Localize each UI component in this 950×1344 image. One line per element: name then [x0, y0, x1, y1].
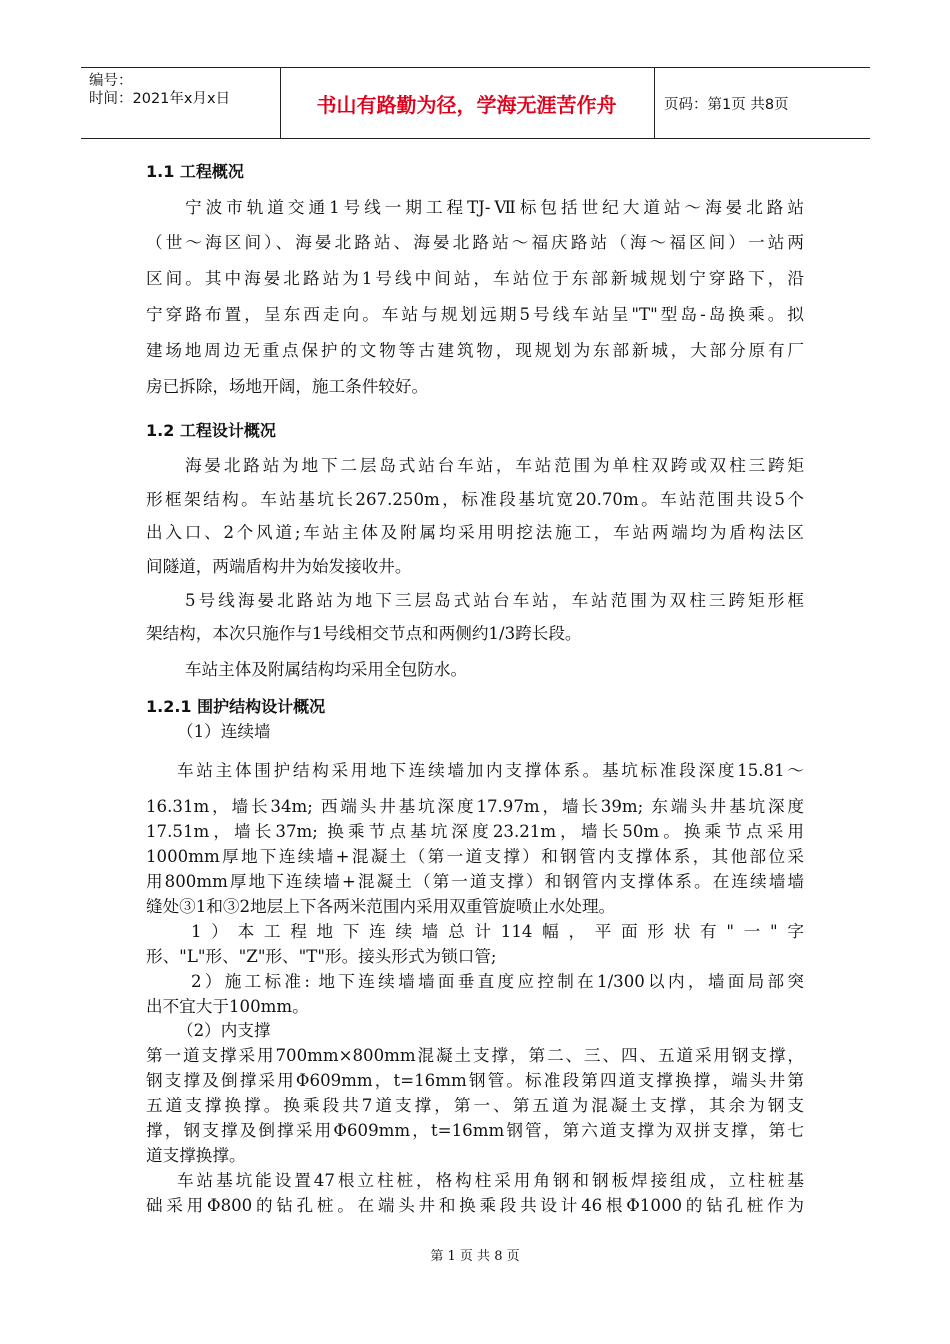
paragraph-line: 海晏北路站为地下二层岛式站台车站，车站范围为单柱双跨或双柱三跨矩: [185, 456, 804, 475]
paragraph-line: 5号线海晏北路站为地下三层岛式站台车站，车站范围为双柱三跨矩形框: [185, 591, 804, 610]
paragraph-line: 道支撑换撑。: [146, 1146, 246, 1165]
section-title-1-2: 1.2 工程设计概况: [146, 421, 276, 440]
paragraph-line: 1）本工程地下连续墙总计114幅，平面形状有"一"字: [191, 922, 804, 941]
header-motto: 书山有路勤为径，学海无涯苦作舟: [316, 92, 617, 117]
header-divider: [654, 68, 655, 138]
header-meta: [89, 72, 230, 108]
paragraph-line: 出不宜大于100mm。: [146, 997, 309, 1016]
paragraph-line: 区间。其中海晏北路站为1号线中间站，车站位于东部新城规划宁穿路下，沿: [146, 269, 804, 288]
paragraph-line: 1000mm厚地下连续墙+混凝土（第一道支撑）和钢管内支撑体系，其他部位采: [146, 847, 804, 866]
time-label: 时间：2021年x月x日: [89, 91, 231, 107]
paragraph-line: 架结构，本次只施作与1号线相交节点和两侧约1/3跨长段。: [146, 624, 582, 643]
paragraph-line: 钢支撑及倒撑采用Φ609mm，t=16mm钢管。标准段第四道支撑换撑，端头井第: [146, 1071, 804, 1090]
paragraph-line: 房已拆除，场地开阔，施工条件较好。: [146, 377, 429, 396]
paragraph-line: 宁波市轨道交通1号线一期工程TJ-Ⅶ标包括世纪大道站～海晏北路站: [185, 198, 804, 217]
paragraph-line: 2）施工标准: 地下连续墙墙面垂直度应控制在1/300以内，墙面局部突: [191, 972, 804, 991]
subsection-label-wall: （1）连续墙: [177, 722, 271, 741]
paragraph-line: 缝处③1和③2地层上下各两米范围内采用双重管旋喷止水处理。: [146, 897, 616, 916]
paragraph-line: 出入口、2个风道;车站主体及附属均采用明挖法施工，车站两端均为盾构法区: [146, 523, 804, 542]
paragraph-line: 撑，钢支撑及倒撑采用Φ609mm，t=16mm钢管，第六道支撑为双拼支撑，第七: [146, 1121, 804, 1140]
header-divider: [280, 68, 281, 138]
header-page-info: 页码：第1页 共8页: [664, 96, 789, 113]
section-title-1-1: 1.1 工程概况: [146, 162, 244, 181]
subsection-label-brace: （2）内支撑: [177, 1021, 271, 1040]
paragraph-line: 五道支撑换撑。换乘段共7道支撑，第一、第五道为混凝土支撑，其余为钢支: [146, 1096, 804, 1115]
paragraph-line: 车站主体围护结构采用地下连续墙加内支撑体系。基坑标准段深度15.81～: [177, 761, 804, 780]
paragraph-line: （世～海区间）、海晏北路站、海晏北路站～福庆路站（海～福区间）一站两: [146, 233, 804, 252]
paragraph-line: 形框架结构。车站基坑长267.250m，标准段基坑宽20.70m。车站范围共设5个: [146, 490, 804, 509]
paragraph-line: 间隧道，两端盾构井为始发接收井。: [146, 557, 412, 576]
paragraph-line: 础采用Φ800的钻孔桩。在端头井和换乘段共设计46根Φ1000的钻孔桩作为: [146, 1196, 804, 1215]
paragraph-line: 形、"L"形、"Z"形、"T"形。接头形式为锁口管;: [146, 947, 497, 966]
paragraph-line: 宁穿路布置，呈东西走向。车站与规划远期5号线车站呈"T"型岛-岛换乘。拟: [146, 305, 804, 324]
section-title-1-2-1: 1.2.1 围护结构设计概况: [146, 697, 326, 716]
paragraph-line: 建场地周边无重点保护的文物等古建筑物，现规划为东部新城，大部分原有厂: [146, 341, 804, 360]
paragraph-line: 车站主体及附属结构均采用全包防水。: [185, 660, 468, 679]
paragraph-line: 车站基坑能设置47根立柱桩，格构柱采用角钢和钢板焊接组成，立柱桩基: [177, 1171, 804, 1190]
code-label: 编号：: [89, 73, 133, 89]
page-header: [81, 67, 870, 139]
paragraph-line: 用800mm厚地下连续墙+混凝土（第一道支撑）和钢管内支撑体系。在连续墙墙: [146, 872, 804, 891]
page-footer: 第 1 页 共 8 页: [430, 1249, 520, 1264]
paragraph-line: 第一道支撑采用700mm×800mm混凝土支撑，第二、三、四、五道采用钢支撑，: [146, 1046, 804, 1065]
paragraph-line: 16.31m，墙长34m; 西端头井基坑深度17.97m，墙长39m; 东端头井基坑深度: [146, 797, 804, 816]
paragraph-line: 17.51m，墙长37m; 换乘节点基坑深度23.21m，墙长50m。换乘节点采用: [146, 822, 804, 841]
